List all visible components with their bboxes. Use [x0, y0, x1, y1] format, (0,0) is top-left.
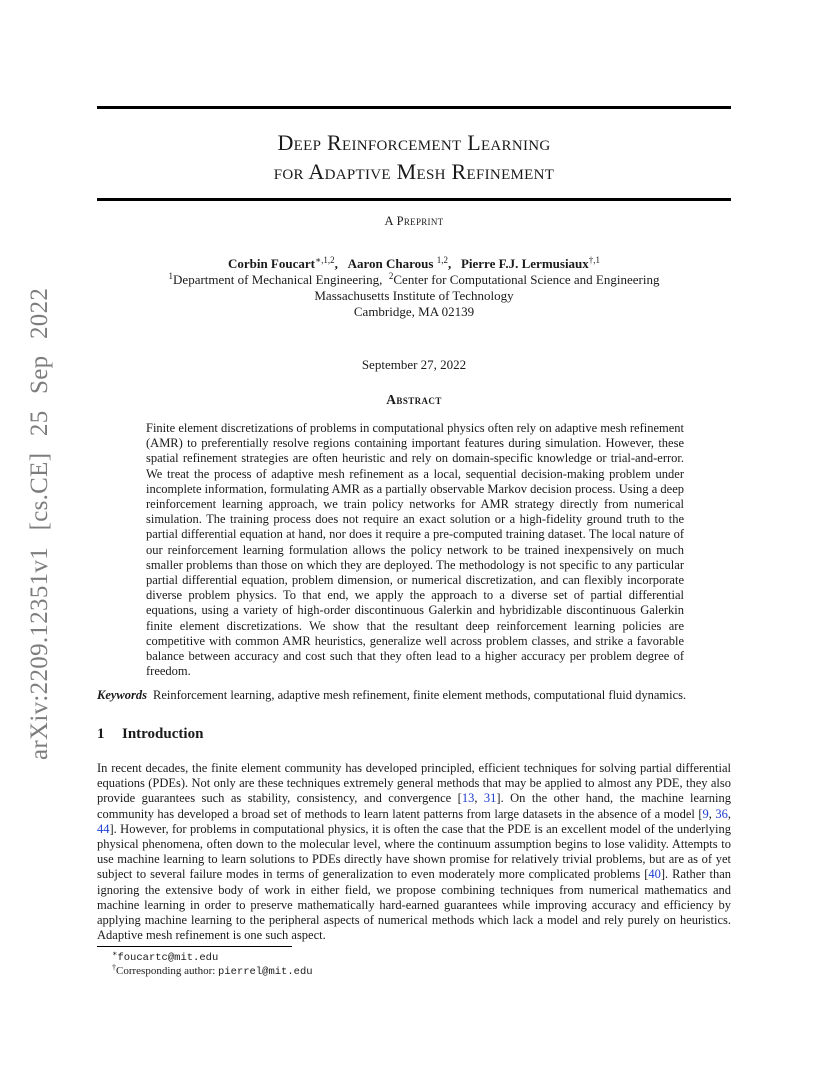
author-name: Corbin Foucart: [227, 256, 315, 271]
author-superscript: †,1: [588, 255, 601, 265]
citation-link[interactable]: 31: [483, 791, 497, 806]
citation-link[interactable]: 9: [702, 806, 709, 821]
keywords-text: Reinforcement learning, adaptive mesh refinement, finite element methods, computational fluid dynamics.: [153, 688, 687, 702]
keywords-label: Keywords: [97, 688, 147, 702]
abstract-text: Finite element discretizations of problems in computational physics often rely on adaptive mesh refinement (AMR) to preferentially resolve regions containing important features during simulation. However, these spatial refinement strategies are often heuristic and rely on domain-specific knowledge or trial-and-error. We treat the process of adaptive mesh refinement as a local, sequential decision-making problem under incomplete information, formulating AMR as a partially observable Markov decision process. Using a deep reinforcement learning approach, we train policy networks for AMR strategy directly from numerical simulation. The training process does not require an exact solution or a high-fidelity ground truth to the partial differential equation at hand, nor does it require a pre-computed training dataset. The local nature of our reinforcement learning formulation allows the policy network to be trained inexpensively on much smaller problems than those on which they are deployed. The methodology is not specific to any particular partial differential equation, problem dimension, or numerical discretization, and can flexibly incorporate diverse problem physics. To that end, we apply the approach to a diverse set of partial differential equations, using a variety of high-order discontinuous Galerkin and hybridizable discontinuous Galerkin finite element discretizations. We show that the resultant deep reinforcement learning policies are competitive with common AMR heuristics, generalize well across problem classes, and strike a favorable balance between accuracy and cost such that they often lead to a higher accuracy per problem degree of freedom.: [146, 421, 684, 679]
title-line-1: Deep Reinforcement Learning: [277, 130, 551, 155]
footnote-email: foucartc@mit.edu: [117, 952, 219, 964]
paper-title: [97, 128, 731, 186]
title-bottom-rule: [97, 198, 731, 201]
citation-link[interactable]: 40: [648, 867, 661, 882]
title-top-rule: [97, 106, 731, 109]
section-heading: [97, 726, 731, 743]
citation-link[interactable]: 44: [97, 821, 110, 836]
title-line-2: for Adaptive Mesh Refinement: [273, 159, 555, 184]
affiliation-center: Center for Computational Science and Engineering: [393, 272, 660, 287]
affiliation-line-1: $^1$Department of Mechanical Engineering, $^2$Center for Computational Science and Engineering: [168, 271, 660, 287]
footnote-label: Corresponding author:: [116, 965, 219, 977]
author-name: Pierre F.J. Lermusiaux: [460, 256, 589, 271]
affiliation-institute: Massachusetts Institute of Technology: [314, 288, 514, 303]
abstract-heading: Abstract: [386, 392, 442, 407]
citation-link[interactable]: 13: [461, 791, 475, 806]
affiliation-city: Cambridge, MA 02139: [353, 304, 475, 319]
footnote-2: [112, 965, 313, 979]
author-list: Corbin Foucart$^{∗,1,2}$, Aaron Charous $^{1,2}$, Pierre F.J. Lermusiaux$^{\dagger,1}$: [227, 255, 601, 271]
author-superscript: 1,2: [436, 255, 448, 265]
citation-link[interactable]: 36: [715, 806, 728, 821]
footnote-rule: [97, 946, 292, 947]
section-number: 1: [97, 726, 105, 742]
paper-date: September 27, 2022: [361, 357, 467, 372]
footnote-mark: ∗: [112, 949, 118, 958]
author-name: Aaron Charous: [347, 256, 434, 271]
keywords-line: [97, 688, 747, 703]
affiliation-department: Department of Mechanical Engineering,: [173, 272, 383, 287]
footnote-mark: †: [112, 963, 116, 972]
arxiv-side-label: arXiv:2209.12351v1 [cs.CE] 25 Sep 2022: [26, 287, 53, 760]
intro-paragraph: In recent decades, the finite element community has developed principled, efficient techniques for solving partial differential equations (PDEs). Not only are these techniques extremely general methods that may be applied to almost any PDE, they also provide guarantees such as stability, consistency, and convergence [13, 31]. On the other hand, the machine learning community has developed a broad set of methods to learn latent patterns from large datasets in the absence of a model [9, 36, 44]. However, for problems in computational physics, it is often the case that the PDE is an excellent model of the underlying physical phenomena, often down to the molecular level, where the continuum assumption begins to lose validity. Attempts to use machine learning to learn solutions to PDEs directly have shown promise for relatively trivial problems, but are as of yet subject to several failure modes in terms of generalization to even moderately more complicated problems [40]. Rather than ignoring the extensive body of work in either field, we propose combining techniques from numerical mathematics and machine learning in order to preserve mathematically hard-earned guarantees while improving accuracy and efficiency by applying machine learning to the peripheral aspects of numerical methods which lack a model and rely purely on heuristics. Adaptive mesh refinement is one such aspect.: [97, 761, 732, 943]
footnote-email: pierrel@mit.edu: [218, 966, 313, 978]
footnote-1: [112, 951, 218, 965]
author-superscript: ∗,1,2: [314, 255, 335, 265]
section-title: Introduction: [122, 726, 204, 742]
preprint-label: A Preprint: [384, 214, 444, 228]
